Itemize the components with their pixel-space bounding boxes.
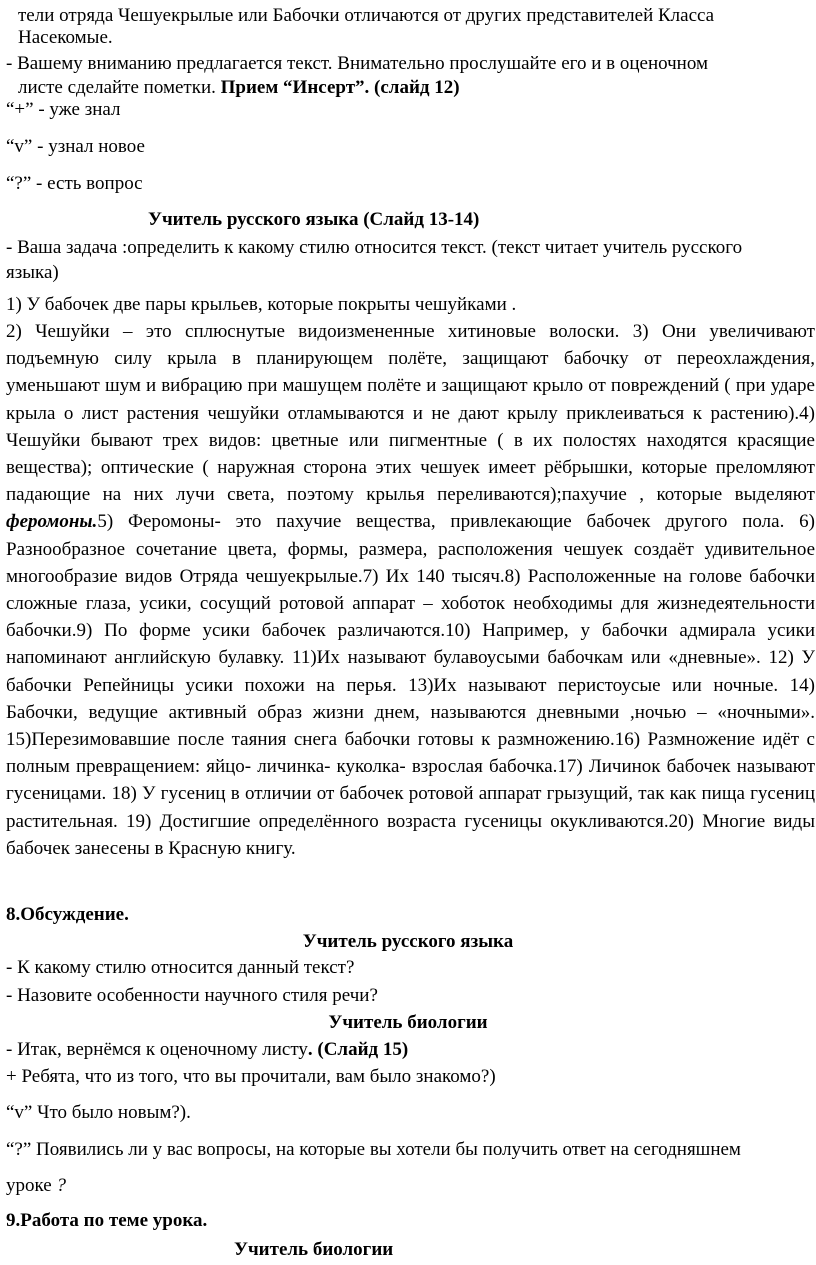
- plus-question: + Ребята, что из того, что вы прочитали, вам было знакомо?): [6, 1066, 496, 1087]
- discussion-question-2: - Назовите особенности научного стиля речи?: [6, 985, 378, 1006]
- pheromones-word: феромоны.: [6, 511, 98, 533]
- legend-known: “+” - уже знал: [6, 99, 121, 120]
- work-heading: 9.Работа по теме урока.: [6, 1210, 208, 1231]
- return-to-sheet-line: [6, 1036, 408, 1064]
- return-text: - Итак, вернёмся к оценочному листу: [6, 1039, 308, 1060]
- discussion-russian-teacher: Учитель русского языка: [302, 931, 514, 952]
- biology-teacher-heading: Учитель биологии: [328, 1012, 488, 1033]
- legend-question: “?” - есть вопрос: [6, 173, 143, 194]
- russian-teacher-heading: Учитель русского языка (Слайд 13-14): [148, 209, 480, 230]
- task-line-a: - Вашему вниманию предлагается текст. Внимательно прослушайте его и в оценочном: [6, 53, 709, 74]
- russian-task-line-2: языка): [6, 262, 59, 283]
- text-body: [6, 318, 815, 862]
- work-biology-teacher: Учитель биологии: [234, 1239, 394, 1260]
- discussion-question-1: - К какому стилю относится данный текст?: [6, 957, 355, 978]
- italic-question-mark: ?: [56, 1175, 66, 1196]
- insert-method-label: Прием “Инсерт”. (слайд 12): [220, 77, 460, 98]
- lesson-word: уроке: [6, 1175, 57, 1196]
- intro-line-2: Насекомые.: [18, 27, 113, 48]
- russian-task-line-1: - Ваша задача :определить к какому стилю относится текст. (текст читает учитель русского: [6, 237, 743, 258]
- question-mark-line-end: [6, 1172, 66, 1200]
- v-question: “v” Что было новым?).: [6, 1102, 191, 1123]
- question-mark-line: “?” Появились ли у вас вопросы, на которые вы хотели бы получить ответ на сегодняшнем: [6, 1139, 741, 1160]
- text-item-1: 1) У бабочек две пары крыльев, которые покрыты чешуйками .: [6, 294, 517, 315]
- slide-15-label: . (Слайд 15): [307, 1039, 409, 1060]
- task-text: листе сделайте пометки.: [18, 77, 221, 98]
- intro-line-1: тели отряда Чешуекрылые или Бабочки отличаются от других представителей Класса: [18, 5, 715, 26]
- discussion-heading: 8.Обсуждение.: [6, 904, 129, 925]
- text-body-part-1: 2) Чешуйки – это сплюснутые видоизмененные хитиновые волоски. 3) Они увеличивают подъемную силу крыла в планирующем полёте, защищают бабочку от переохлаждения, уменьшают шум и вибрацию при машущем полёте и защищают крыло от повреждений ( при ударе крыла о лист растения чешуйки отламываются и не дают крылу приклеиваться к растению).4) Чешуйки бывают трех видов: цветные или пигментные ( в их полостях находятся красящие вещества); оптические ( наружная сторона этих чешуек имеет рёбрышки, которые преломляют падающие на них лучи света, поэтому крылья переливаются);пахучие , которые выделяют: [6, 321, 815, 506]
- text-body-part-2: 5) Феромоны- это пахучие вещества, привлекающие бабочек другого пола. 6) Разнообразное сочетание цвета, формы, размера, расположения чешуек создаёт удивительное многообразие видов Отряда чешуекрылые.7) Их 140 тысяч.8) Расположенные на голове бабочки сложные глаза, усики, сосущий ротовой аппарат – хоботок необходимы для жизнедеятельности бабочки.9) По форме усики бабочек различаются.10) Например, у бабочки адмирала усики напоминают английскую булавку. 11)Их называют булавоусыми бабочкам или «дневные». 12) У бабочки Репейницы усики похожи на перья. 13)Их называют перистоусые или ночные. 14) Бабочки, ведущие активный образ жизни днем, называются дневными ,ночью – «ночными». 15)Перезимовавшие после таяния снега бабочки готовы к размножению.16) Размножение идёт с полным превращением: яйцо- личинка- куколка- взрослая бабочка.17) Личинок бабочек называют гусеницами. 18) У гусениц в отличии от бабочек ротовой аппарат грызущий, так как пища гусениц растительная. 19) Достигшие определённого возраста гусеницы окукливаются.20) Многие виды бабочек занесены в Красную книгу.: [6, 511, 815, 859]
- legend-new: “v” - узнал новое: [6, 136, 145, 157]
